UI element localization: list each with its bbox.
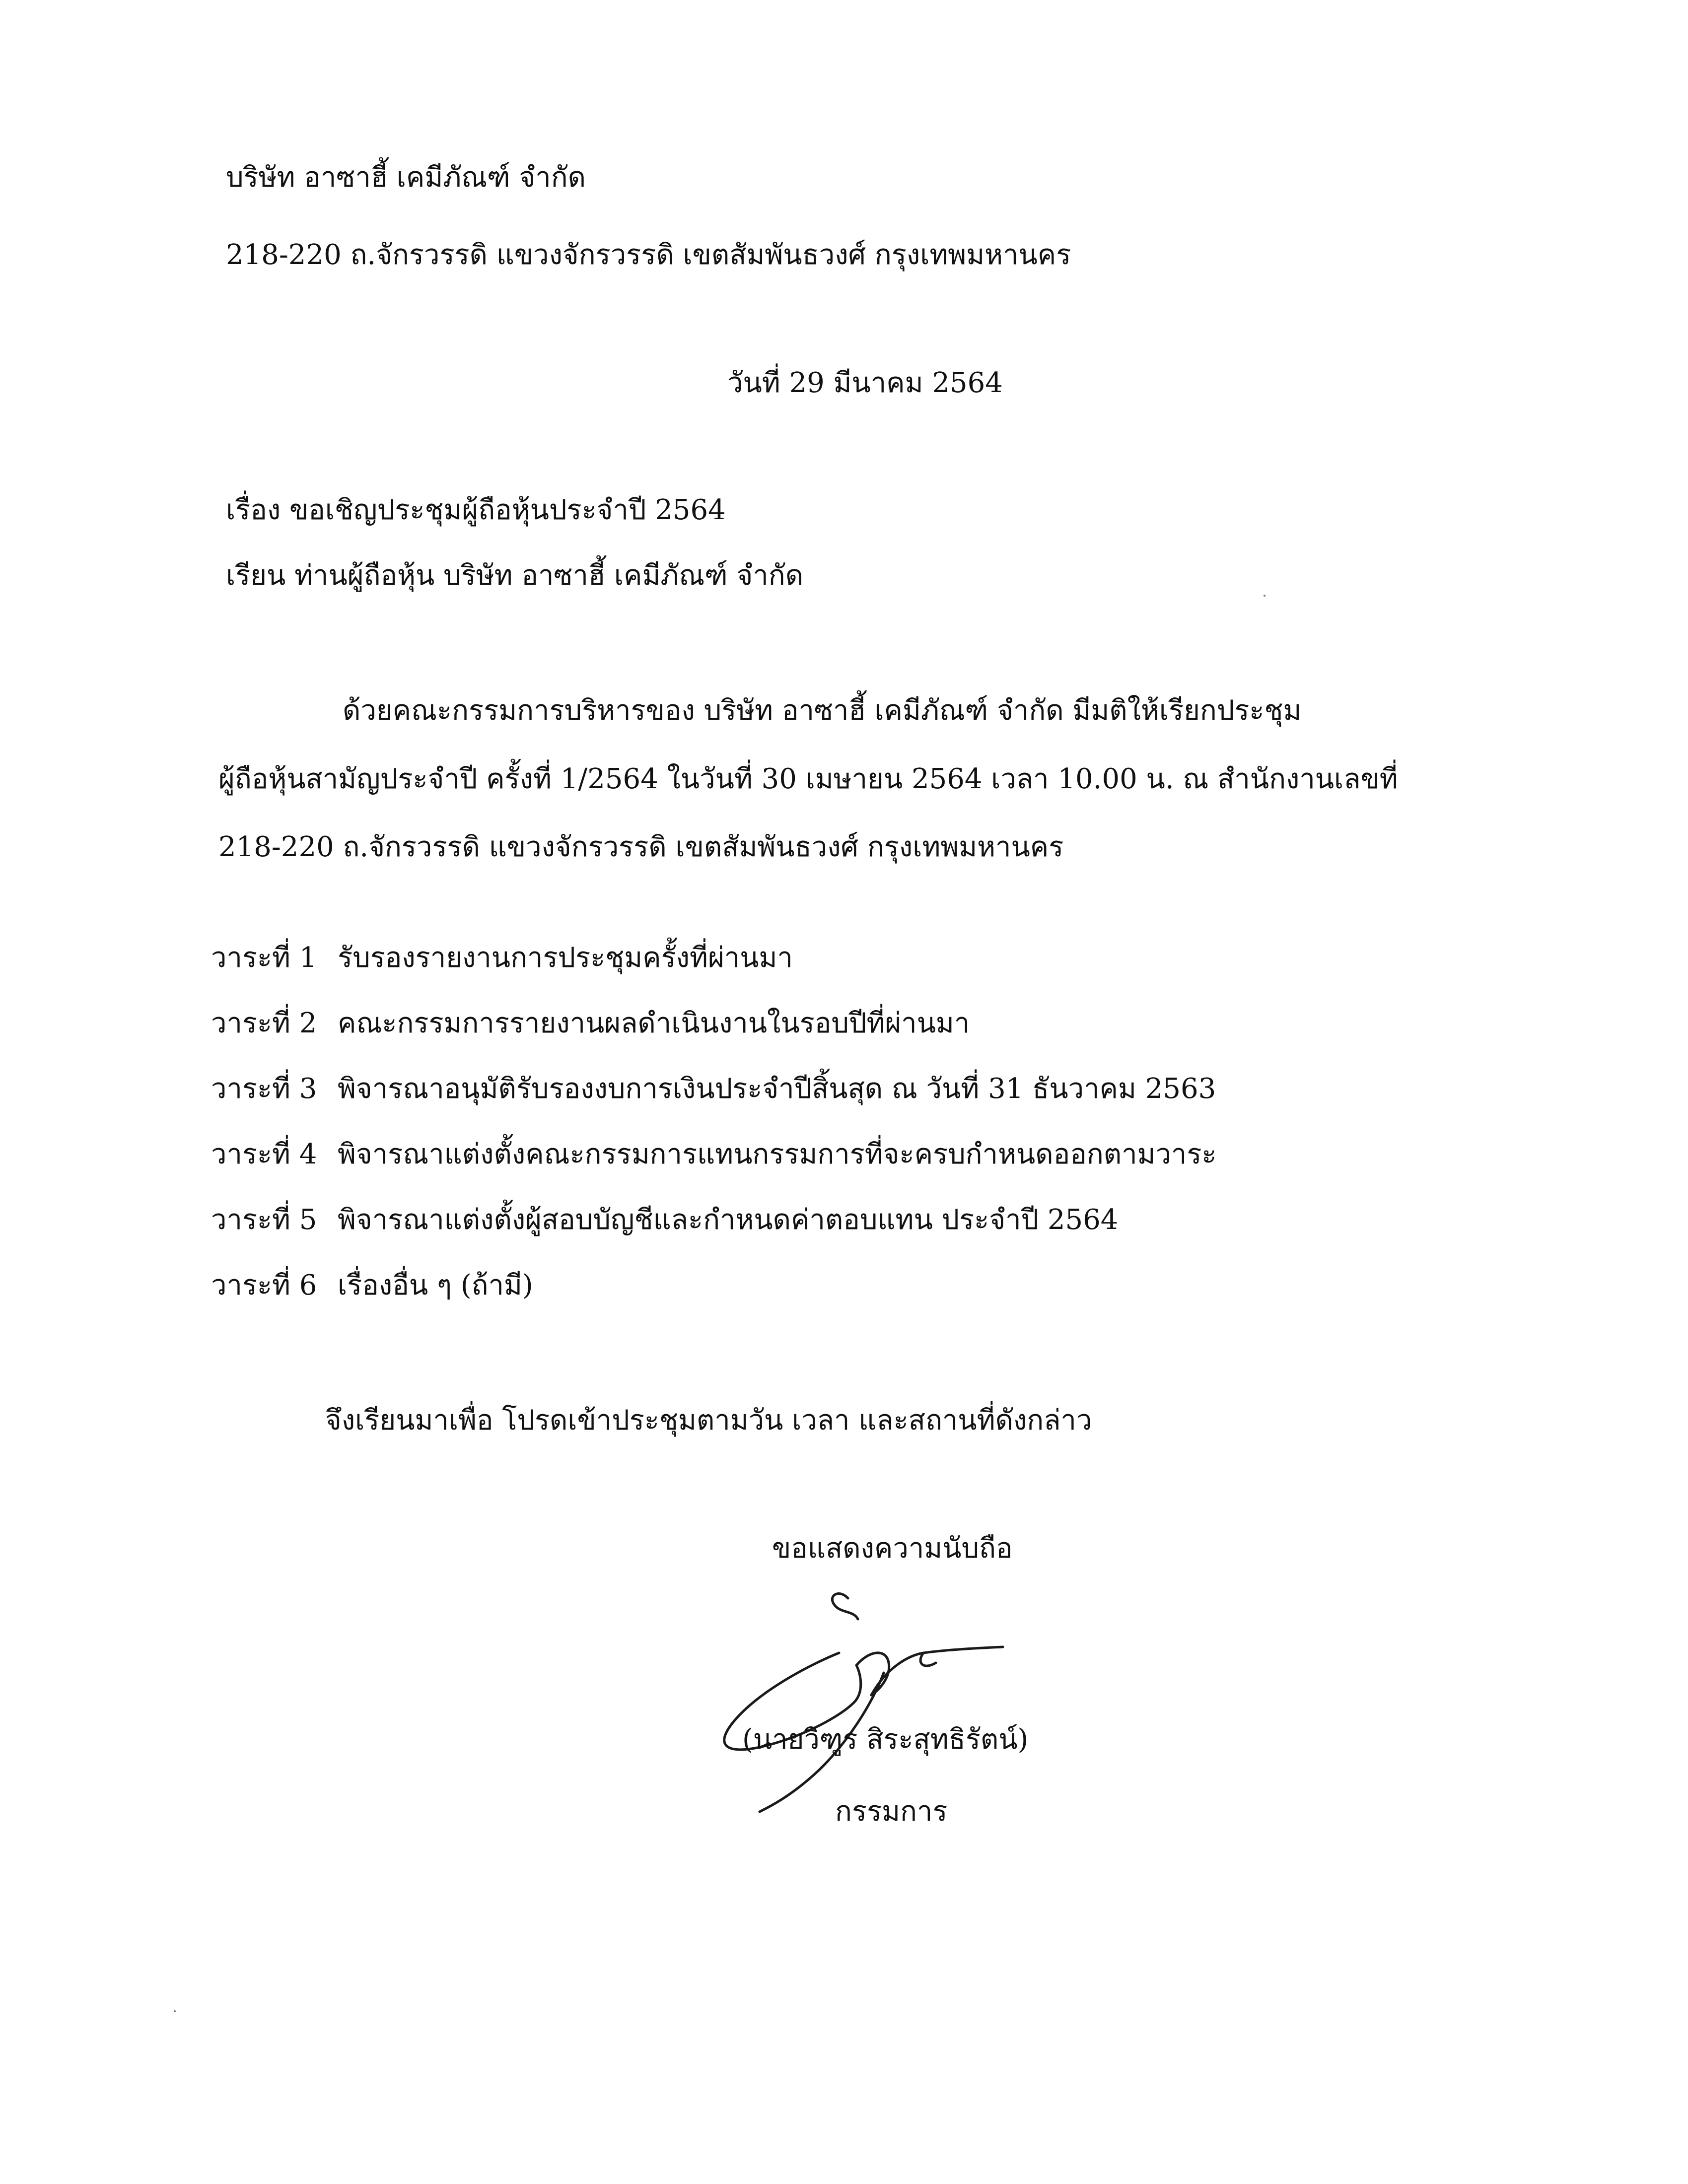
closing-line: จึงเรียนมาเพื่อ โปรดเข้าประชุมตามวัน เวลา และสถานที่ดังกล่าว bbox=[325, 1404, 1092, 1436]
body-line: 218-220 ถ.จักรวรรดิ แขวงจักรวรรดิ เขตสัมพันธวงศ์ กรุงเทพมหานคร bbox=[218, 831, 1064, 863]
signer-title: กรรมการ bbox=[835, 1795, 948, 1828]
agenda-text: เรื่องอื่น ๆ (ถ้ามี) bbox=[338, 1269, 533, 1301]
agenda-number: วาระที่ 3 bbox=[211, 1073, 317, 1105]
agenda-number: วาระที่ 6 bbox=[211, 1269, 317, 1301]
body-line: ผู้ถือหุ้นสามัญประจำปี ครั้งที่ 1/2564 ในวันที่ 30 เมษายน 2564 เวลา 10.00 น. ณ สำนักงานเลขที่ bbox=[218, 763, 1398, 795]
regards-line: ขอแสดงความนับถือ bbox=[772, 1532, 1013, 1565]
agenda-item bbox=[211, 1069, 1216, 1109]
company-address: 218-220 ถ.จักรวรรดิ แขวงจักรวรรดิ เขตสัมพันธวงศ์ กรุงเทพมหานคร bbox=[226, 239, 1071, 271]
agenda-item bbox=[211, 1135, 1217, 1174]
agenda-number: วาระที่ 5 bbox=[211, 1204, 317, 1236]
agenda-number: วาระที่ 2 bbox=[211, 1007, 317, 1039]
signature-mark bbox=[690, 1583, 1018, 1822]
agenda-number: วาระที่ 4 bbox=[211, 1138, 317, 1170]
agenda-text: พิจารณาแต่งตั้งผู้สอบบัญชีและกำหนดค่าตอบแทน ประจำปี 2564 bbox=[338, 1204, 1119, 1236]
agenda-text: รับรองรายงานการประชุมครั้งที่ผ่านมา bbox=[338, 942, 793, 974]
signer-name: (นายวิฑูร สิระสุทธิรัตน์) bbox=[742, 1723, 1029, 1756]
letter-recipient: เรียน ท่านผู้ถือหุ้น บริษัท อาซาฮี้ เคมีภัณฑ์ จำกัด bbox=[226, 559, 804, 592]
agenda-item bbox=[211, 1266, 533, 1305]
scan-speck bbox=[1264, 595, 1266, 597]
agenda-text: คณะกรรมการรายงานผลดำเนินงานในรอบปีที่ผ่านมา bbox=[338, 1007, 970, 1039]
agenda-text: พิจารณาแต่งตั้งคณะกรรมการแทนกรรมการที่จะครบกำหนดออกตามวาระ bbox=[338, 1138, 1217, 1170]
letter-date: วันที่ 29 มีนาคม 2564 bbox=[727, 367, 1003, 399]
agenda-number: วาระที่ 1 bbox=[211, 942, 317, 974]
company-name: บริษัท อาซาฮี้ เคมีภัณฑ์ จำกัด bbox=[226, 161, 586, 194]
body-line: ด้วยคณะกรรมการบริหารของ บริษัท อาซาฮี้ เคมีภัณฑ์ จำกัด มีมติให้เรียกประชุม bbox=[343, 694, 1302, 727]
agenda-item bbox=[211, 1004, 970, 1043]
agenda-item bbox=[211, 1200, 1118, 1240]
letter-subject: เรื่อง ขอเชิญประชุมผู้ถือหุ้นประจำปี 2564 bbox=[226, 494, 726, 526]
scan-speck bbox=[174, 2010, 176, 2012]
agenda-text: พิจารณาอนุมัติรับรองงบการเงินประจำปีสิ้นสุด ณ วันที่ 31 ธันวาคม 2563 bbox=[338, 1073, 1216, 1105]
agenda-item bbox=[211, 938, 793, 978]
